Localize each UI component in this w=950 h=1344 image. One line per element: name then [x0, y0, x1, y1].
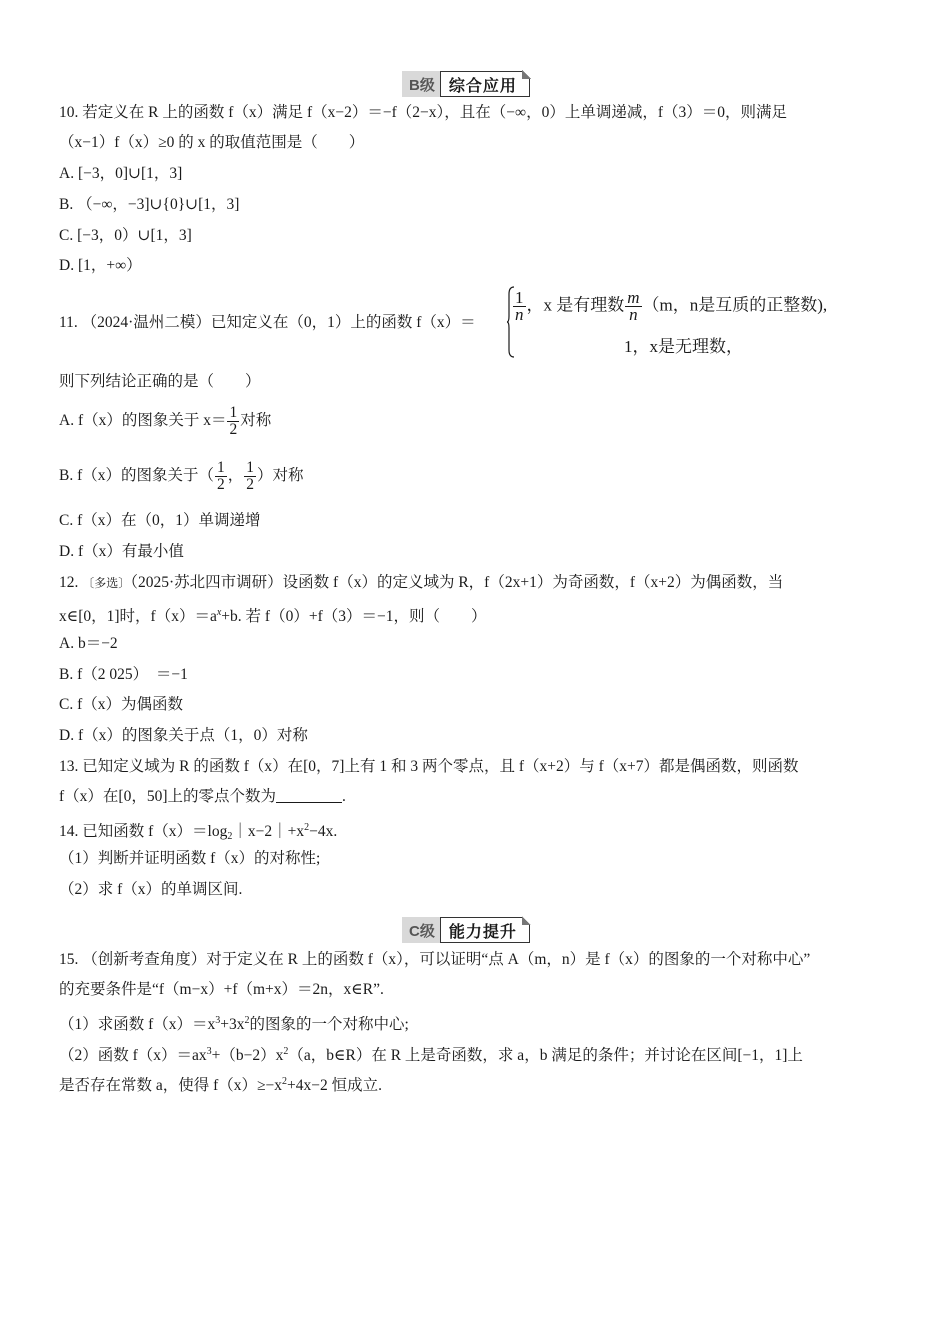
- q11-option-d: D. f（x）有最小值: [59, 543, 184, 560]
- q14-stem-post: −4x.: [309, 823, 338, 840]
- q11-then: 则下列结论正确的是（ ）: [59, 373, 261, 390]
- q11-case1-m: m: [627, 288, 640, 307]
- q15-p2-mid: +（b−2）x: [211, 1047, 284, 1064]
- q10-stem-line1: 10. 若定义在 R 上的函数 f（x）满足 f（x−2）＝−f（2−x），且在（−∞，0）上单调递减，f（3）＝0，则满足: [59, 104, 788, 121]
- q11-option-b-post: ）对称: [257, 467, 304, 484]
- q14-stem-mid: ｜x−2｜+x: [232, 823, 305, 840]
- q11-case1-tail: （m，n是互质的正整数),: [642, 295, 828, 315]
- q15-p2-post: （a，b∈R）在 R 上是奇函数，求 a，b 满足的条件；并讨论在区间[−1，1]上: [288, 1047, 803, 1064]
- q11-case1-mid: ，x 是有理数: [526, 295, 625, 315]
- q13-stem-line2: [59, 787, 346, 807]
- q11-case1-n: n: [629, 305, 638, 324]
- q12-line2-exponent: x: [216, 607, 222, 618]
- q11-stem: 11. （2024·温州二模）已知定义在（0，1）上的函数 f（x）＝: [59, 314, 476, 331]
- q10-option-d: D. [1，+∞）: [59, 257, 142, 274]
- q11-option-b-den2: 2: [246, 475, 255, 493]
- q15-p2-exp1: 3: [206, 1046, 212, 1057]
- q12-option-b: B. f（2 025） ＝−1: [59, 666, 188, 683]
- q14-stem-pre: 14. 已知函数 f（x）＝log: [59, 823, 228, 840]
- q15-stem-line1: 15. （创新考查角度）对于定义在 R 上的函数 f（x），可以证明“点 A（m，n）是 f（x）的图象的一个对称中心”: [59, 951, 811, 968]
- q15-p1-post: 的图象的一个对称中心;: [249, 1016, 409, 1033]
- q13-line2-text: f（x）在[0，50]上的零点个数为: [59, 788, 276, 805]
- section-b-badge: [402, 71, 530, 97]
- q11-option-a-fraction: [227, 405, 239, 438]
- q11-option-b-fraction2: [244, 460, 256, 493]
- q12-number: 12.: [59, 574, 79, 591]
- q13-stem-line1: 13. 已知定义域为 R 的函数 f（x）在[0，7]上有 1 和 3 两个零点，且 f（x+2）与 f（x+7）都是偶函数，则函数: [59, 758, 799, 775]
- section-b-level: B级: [402, 71, 440, 97]
- q11-option-a-num: 1: [229, 403, 238, 421]
- q15-p1-pre: （1）求函数 f（x）＝x: [59, 1016, 216, 1033]
- q12-option-c: C. f（x）为偶函数: [59, 696, 184, 713]
- q11-case1-den: n: [515, 305, 524, 324]
- q12-option-d: D. f（x）的图象关于点（1，0）对称: [59, 727, 308, 744]
- q15-p3-pre: 是否存在常数 a，使得 f（x）≥−x: [59, 1077, 283, 1094]
- q11-option-b-den1: 2: [217, 475, 225, 493]
- q11-option-b-text: B. f（x）的图象关于（: [59, 467, 215, 484]
- q14-exponent: 2: [304, 822, 310, 833]
- q14-part2: （2）求 f（x）的单调区间.: [59, 881, 243, 898]
- q14-part1: （1）判断并证明函数 f（x）的对称性;: [59, 850, 321, 867]
- section-c-title: 能力提升: [440, 917, 530, 943]
- q12-line2-post: +b. 若 f（0）+f（3）＝−1，则（ ）: [221, 608, 487, 625]
- q11-option-a-post: 对称: [240, 412, 272, 429]
- q12-stem-line1: [59, 573, 783, 593]
- q12-multi-select-tag: 〔多选〕: [82, 576, 131, 590]
- q11-case-rational: [512, 290, 827, 323]
- q15-part1: [59, 1011, 409, 1035]
- q11-option-c: C. f（x）在（0，1）单调递增: [59, 512, 261, 529]
- section-b-title: 综合应用: [440, 71, 530, 97]
- q14-stem: [59, 818, 337, 847]
- section-c-level: C级: [402, 917, 440, 943]
- q15-p2-exp2: 2: [283, 1046, 289, 1057]
- q10-option-a: A. [−3，0]∪[1，3]: [59, 165, 183, 182]
- q11-case-irrational: 1，x是无理数，: [624, 337, 743, 356]
- q15-part2: [59, 1042, 803, 1066]
- q15-p3-post: +4x−2 恒成立.: [287, 1077, 383, 1094]
- q11-option-a-text: A. f（x）的图象关于 x＝: [59, 412, 227, 429]
- q12-line2-pre: x∈[0，1]时，f（x）＝a: [59, 608, 217, 625]
- q11-case1-num: 1: [515, 288, 524, 307]
- q11-option-b-sep: ，: [227, 467, 244, 484]
- q10-option-c: C. [−3，0）∪[1，3]: [59, 227, 192, 244]
- q15-stem-line2: 的充要条件是“f（m−x）+f（m+x）＝2n，x∈R”.: [59, 981, 384, 998]
- q11-option-a: [59, 404, 271, 438]
- q15-p3-exp: 2: [282, 1076, 288, 1087]
- q12-option-a: A. b＝−2: [59, 635, 118, 652]
- q15-p1-mid: +3x: [220, 1016, 245, 1033]
- q11-case1-mn-fraction: [625, 290, 641, 323]
- q13-answer-blank[interactable]: [276, 788, 342, 803]
- q12-stem-line2: [59, 603, 486, 627]
- q10-option-b: B. （−∞，−3]∪{0}∪[1，3]: [59, 196, 240, 213]
- q15-p1-exp1: 3: [215, 1015, 221, 1026]
- q12-line1-text: （2025·苏北四市调研）设函数 f（x）的定义域为 R，f（2x+1）为奇函数，f（x+2）为偶函数，当: [130, 574, 784, 591]
- q13-line2-end: .: [342, 788, 346, 805]
- q15-p2-pre: （2）函数 f（x）＝ax: [59, 1047, 207, 1064]
- q11-option-a-den: 2: [229, 420, 238, 438]
- q11-option-b-fraction1: [215, 460, 227, 493]
- q14-log-base: 2: [227, 831, 233, 842]
- q11-option-b-num1: 1: [217, 458, 225, 476]
- q15-part2-cont: [59, 1072, 382, 1096]
- q15-p1-exp2: 2: [244, 1015, 250, 1026]
- q11-case1-fraction: [513, 290, 526, 323]
- q11-option-b-num2: 1: [246, 458, 255, 476]
- q11-option-b: [59, 459, 304, 493]
- q10-stem-line2: （x−1）f（x）≥0 的 x 的取值范围是（ ）: [59, 134, 365, 151]
- section-c-badge: [402, 917, 530, 943]
